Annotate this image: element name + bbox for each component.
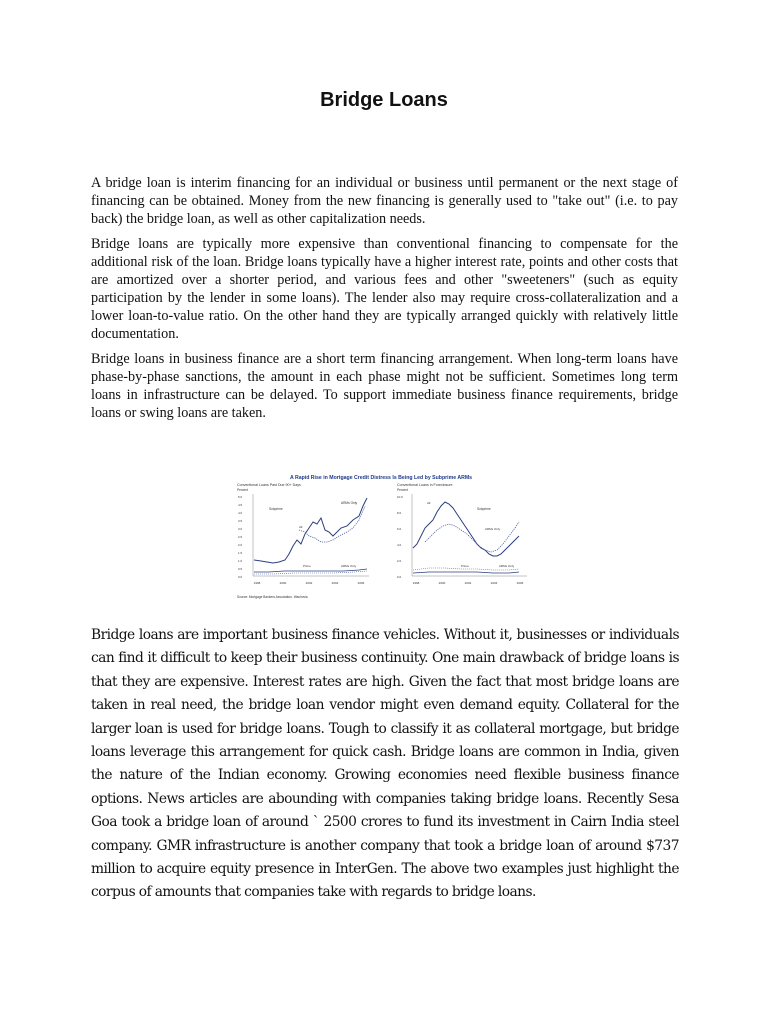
left-ytick: 0.0: [238, 575, 243, 579]
paragraph-definition: A bridge loan is interim financing for an individual or business until permanent or the next stage of financing can be obtained. Money from the new financing is generally used to "take out" (i.e. to pay back) the bridge loan, as well as other capitalization needs.: [91, 175, 678, 227]
left-ytick: 3.0: [238, 527, 243, 531]
left-panel-unit: Percent: [237, 488, 248, 492]
left-label-prime: Prime: [303, 564, 311, 568]
right-xtick: 2000: [438, 581, 446, 585]
right-ytick: 4.0: [397, 543, 402, 547]
right-ytick: 2.0: [397, 559, 402, 563]
left-ytick: 4.0: [238, 511, 243, 515]
figure-source: Source: Mortgage Bankers Association, Wachovia: [237, 595, 308, 599]
left-panel-subtitle: Conventional Loans Past Due 90+ Days: [237, 483, 301, 487]
left-ytick: 4.5: [238, 503, 243, 507]
left-ytick: 3.5: [238, 519, 243, 523]
left-xtick: 2000: [279, 581, 287, 585]
right-label-subprime: Subprime: [477, 507, 491, 511]
right-xtick: 1998: [412, 581, 420, 585]
paragraph-examples: Bridge loans are important business finance vehicles. Without it, businesses or individuals can find it difficult to keep their business continuity. One main drawback of bridge loans is that they are expensive. Interest rates are high. Given the fact that most bridge loans are taken in real need, the bridge loan vendor might even demand equity. Collateral for the larger loan is used for bridge loans. Tough to classify it as collateral mortgage, but bridge loans leverage this arrangement for quick cash. Bridge loans are common in India, given the nature of the Indian economy. Growing economies need flexible business finance options. News articles are abounding with companies taking bridge loans. Recently Sesa Goa took a bridge loan of around ` 2500 crores to fund its investment in Cairn India steel company. GMR infrastructure is another company that took a bridge loan of around $737 million to acquire equity presence in InterGen. The above two examples just highlight the corpus of amounts that companies take with regards to bridge loans.: [91, 627, 679, 901]
right-label-prime-arms: ARMs Only: [499, 564, 515, 568]
left-ytick: 2.0: [238, 543, 243, 547]
right-ytick: 0.0: [397, 575, 402, 579]
left-label-subprime: Subprime: [269, 507, 283, 511]
left-ytick: 1.5: [238, 551, 243, 555]
page-title: Bridge Loans: [320, 89, 448, 111]
left-ytick: 5.0: [238, 495, 243, 499]
right-xtick: 2006: [516, 581, 524, 585]
left-xtick: 1998: [253, 581, 261, 585]
left-xtick: 2006: [357, 581, 365, 585]
left-xtick: 2004: [331, 581, 339, 585]
right-ytick: 6.0: [397, 527, 402, 531]
left-ytick: 0.5: [238, 567, 243, 571]
right-ytick: 8.0: [397, 511, 402, 515]
right-ytick: 10.0: [397, 495, 403, 499]
right-label-prime: Prime: [461, 564, 469, 568]
left-label-arms: ARMs Only: [341, 501, 358, 505]
right-xtick: 2004: [490, 581, 498, 585]
right-panel-subtitle: Conventional Loans in Foreclosure: [397, 483, 453, 487]
right-label-arms: ARMs Only: [485, 527, 501, 531]
left-xtick: 2002: [305, 581, 313, 585]
paragraph-business-finance: Bridge loans in business finance are a short term financing arrangement. When long-term loans have phase-by-phase sanctions, the amount in each phase might not be sufficient. Sometimes long term loans in infrastructure can be delayed. To support immediate business finance requirements, bridge loans or swing loans are taken.: [91, 351, 678, 421]
left-ytick: 2.5: [238, 535, 243, 539]
right-label-all: All: [427, 501, 431, 505]
right-panel-unit: Percent: [397, 488, 408, 492]
left-label-prime-arms: ARMs Only: [341, 564, 357, 568]
left-ytick: 1.0: [238, 559, 243, 563]
figure-title: A Rapid Rise in Mortgage Credit Distress Is Being Led by Subprime ARMs: [289, 475, 473, 481]
paragraph-cost: Bridge loans are typically more expensive than conventional financing to compensate for the additional risk of the loan. Bridge loans typically have a higher interest rate, points and other costs that are amortized over a shorter period, and various fees and other "sweeteners" (such as equity participation by the lender in some loans). The lender also may require cross-collateralization and a lower loan-to-value ratio. On the other hand they are typically arranged quickly with relatively little documentation.: [91, 236, 678, 342]
mortgage-distress-figure: [229, 470, 534, 608]
left-label-all: All: [299, 525, 303, 529]
right-xtick: 2002: [464, 581, 472, 585]
